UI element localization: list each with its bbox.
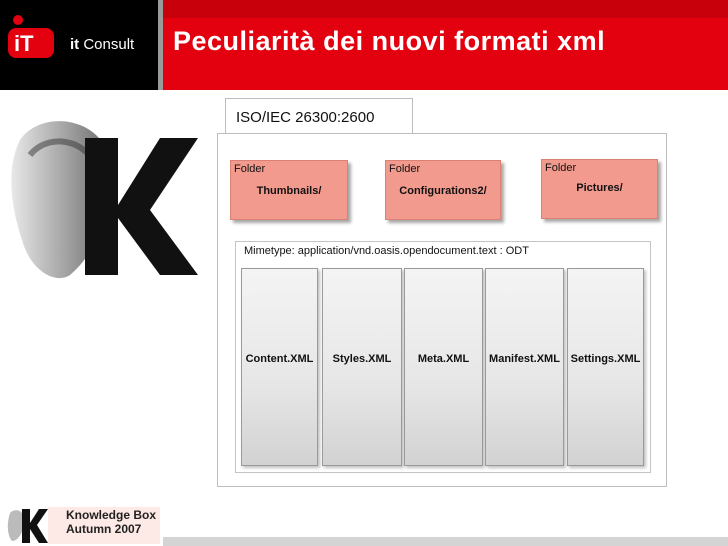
- standard-label: ISO/IEC 26300:2600: [236, 109, 375, 126]
- folder-label: Folder: [545, 162, 577, 174]
- file-meta-xml: Meta.XML: [404, 268, 483, 466]
- folder-label: Folder: [389, 163, 421, 175]
- title-bar: [163, 0, 728, 90]
- footer-bar: [163, 537, 728, 546]
- folder-name: Thumbnails/: [256, 185, 322, 197]
- folder-configurations2: [385, 160, 501, 220]
- knowledge-box-logo: [0, 505, 162, 546]
- folder-label: Folder: [234, 163, 266, 175]
- file-settings-xml: Settings.XML: [567, 268, 644, 466]
- svg-text:iT: iT: [14, 31, 34, 56]
- file-content-xml: Content.XML: [241, 268, 318, 466]
- mimetype-label: Mimetype: application/vnd.oasis.opendocument.text : ODT: [244, 245, 529, 257]
- it-logo-icon: [6, 14, 56, 60]
- logo-text: it Consult: [70, 36, 135, 53]
- folder-name: Configurations2/: [399, 185, 487, 197]
- logo: [0, 0, 158, 90]
- knowledge-k-portrait-image: [0, 100, 200, 300]
- file-manifest-xml: Manifest.XML: [485, 268, 564, 466]
- folder-name: Pictures/: [576, 182, 623, 194]
- footer-line1: Knowledge Box: [66, 508, 157, 522]
- footer-line2: Autumn 2007: [66, 522, 142, 536]
- k-logo-icon: [6, 507, 48, 545]
- page-title: Peculiarità dei nuovi formati xml: [173, 26, 606, 56]
- file-styles-xml: Styles.XML: [322, 268, 402, 466]
- folder-thumbnails: [230, 160, 348, 220]
- folder-pictures: [541, 159, 658, 219]
- standard-tab: [225, 98, 413, 135]
